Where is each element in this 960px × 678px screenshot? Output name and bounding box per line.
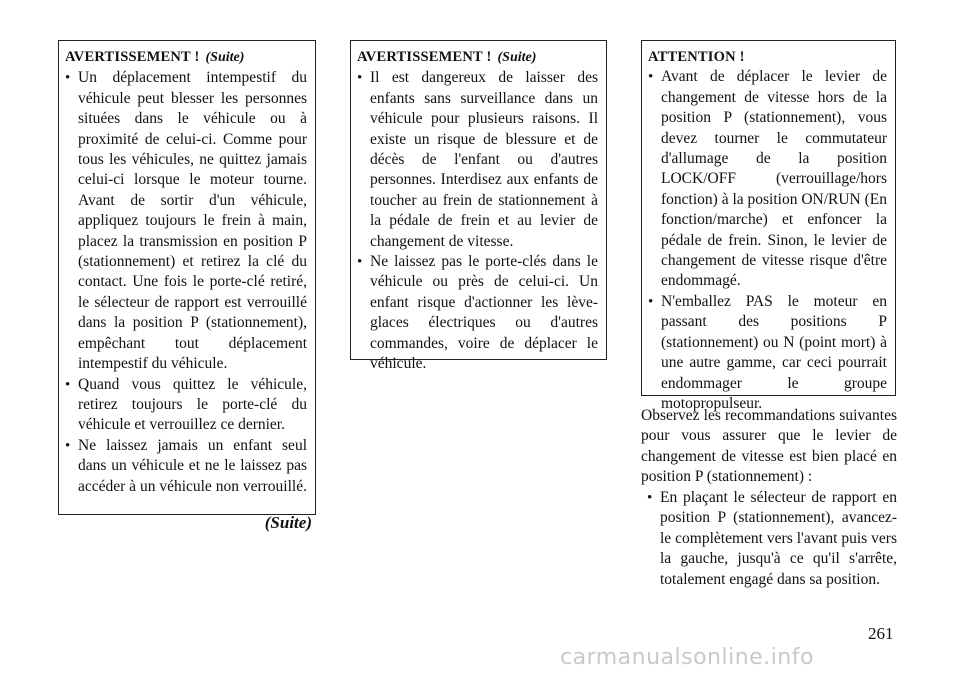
watermark: carmanualsonline.info (560, 645, 814, 670)
page-number: 261 (868, 624, 894, 643)
warning-list (357, 68, 598, 374)
warning-box-1 (58, 40, 316, 515)
warning-item: • Quand vous quittez le véhicule, retirez toujours le porte-clé du véhicule et verrouillez ce dernier. (65, 375, 307, 436)
warning-item: • Ne laissez pas le porte-clés dans le véhicule ou près de celui-ci. Un enfant risque d'actionner les lève-glaces électriques ou d'autres commandes, voire de déplacer le véhicule. (357, 252, 598, 374)
warning-box-2 (350, 40, 607, 373)
caution-list (648, 67, 887, 414)
caution-item: • N'emballez PAS le moteur en passant des positions P (stationnement) ou N (point mort) à une autre gamme, car ceci pourrait endommager le groupe motopropulseur. (648, 292, 887, 414)
warning-title (65, 47, 307, 68)
warning-title-text: AVERTISSEMENT ! (65, 49, 200, 65)
body-paragraph: Observez les recommandations suivantes pour vous assurer que le levier de changement de vitesse est bien placé en position P (stationnement) : (641, 407, 897, 486)
continued-label: (Suite) (264, 513, 312, 532)
caution-title: ATTENTION ! (648, 49, 745, 65)
body-list (647, 488, 897, 590)
body-list-item: • En plaçant le sélecteur de rapport en position P (stationnement), avancez-le complètement vers l'avant puis vers la gauche, jusqu'à ce qu'il s'arrête, totalement engagé dans sa position. (647, 488, 897, 590)
warning-suite-label: (Suite) (497, 50, 537, 65)
warning-title-text: AVERTISSEMENT ! (357, 49, 492, 65)
warning-list (65, 68, 307, 497)
caution-box (641, 40, 896, 412)
warning-title (357, 47, 598, 68)
caution-item: • Avant de déplacer le levier de changement de vitesse hors de la position P (stationnement), vous devez tourner le commutateur d'allumage de la position LOCK/OFF (verrouillage/hors fonction) à la position ON/RUN (En fonction/marche) et enfoncer la pédale de frein. Sinon, le levier de changement de vitesse risque d'être endommagé. (648, 67, 887, 291)
warning-suite-label: (Suite) (205, 50, 245, 65)
warning-item: • Il est dangereux de laisser des enfants sans surveillance dans un véhicule pour plusieurs raisons. Il existe un risque de blessure et de décès de l'enfant ou d'autres personnes. Interdisez aux enfants de toucher au frein de stationnement à la pédale de frein et au levier de changement de vitesse. (357, 68, 598, 252)
warning-item: • Ne laissez jamais un enfant seul dans un véhicule et ne le laissez pas accéder à un véhicule non verrouillé. (65, 436, 307, 497)
warning-item: • Un déplacement intempestif du véhicule peut blesser les personnes situées dans le véhicule ou à proximité de celui-ci. Comme pour tous les véhicules, ne quittez jamais celui-ci lorsque le moteur tourne. Avant de sortir d'un véhicule, appliquez toujours le frein à main, placez la transmission en position P (stationnement) et retirez la clé du contact. Une fois le porte-clé retiré, le sélecteur de rapport est verrouillé dans la position P (stationnement), empêchant tout déplacement intempestif du véhicule. (65, 68, 307, 374)
